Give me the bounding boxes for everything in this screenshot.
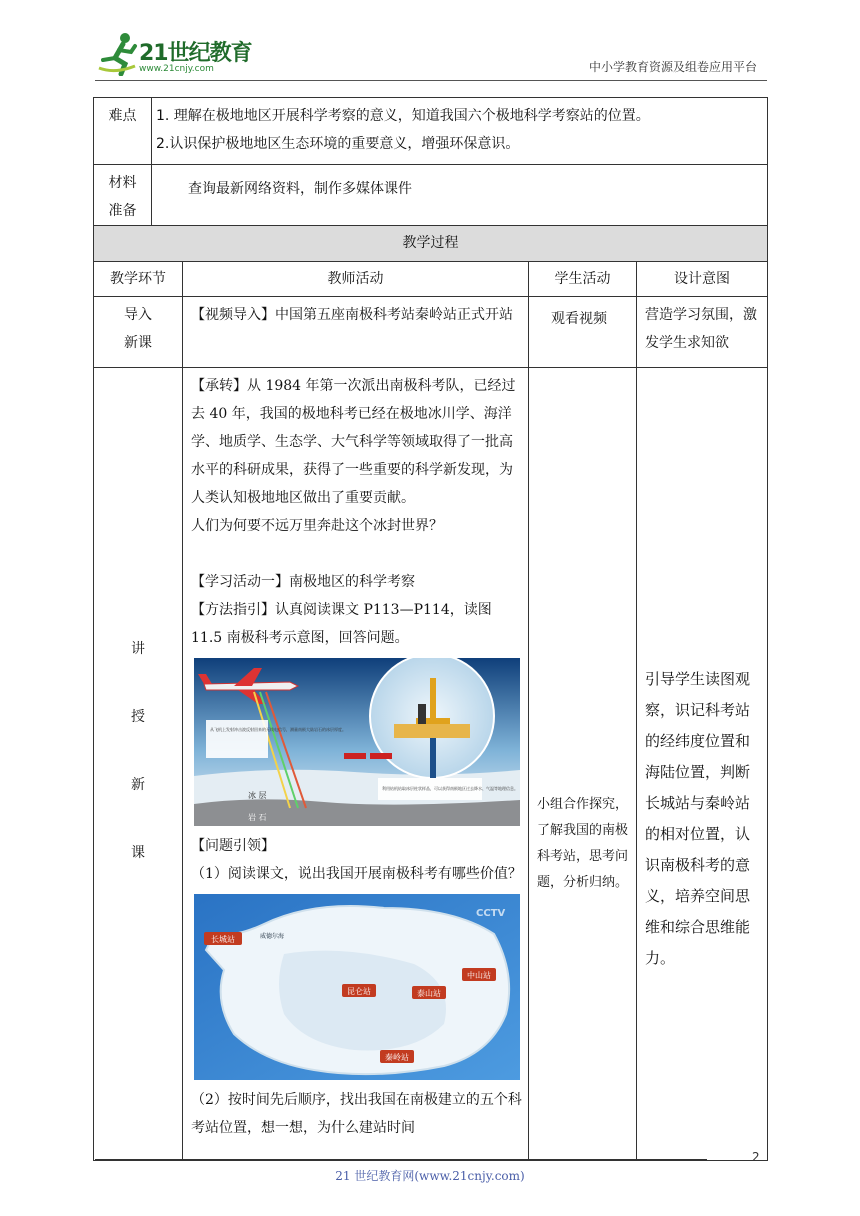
- intro-stage-line-2: 新课: [124, 335, 152, 351]
- intro-student-cell: [529, 297, 637, 368]
- lecture-teacher-cell: [183, 368, 529, 1161]
- materials-label-line-1: 材料: [108, 175, 137, 191]
- antarctic-survey-diagram: [194, 658, 520, 826]
- intro-intent-text: 营造学习氛围，激发学生求知欲: [645, 307, 757, 351]
- col-header-student: 学生活动: [529, 262, 637, 297]
- antarctica-station-map: [194, 894, 520, 1080]
- footer-site-link[interactable]: 21 世纪教育网(www.21cnjy.com): [335, 1169, 525, 1183]
- lecture-intent-text: 引导学生读图观察，识记科考站的经纬度位置和海陆位置，判断长城站与秦岭站的相对位置，认识南极科考的意义，培养空间思维和综合思维能力。: [645, 670, 751, 967]
- lecture-stage-char-1: 讲: [131, 641, 145, 657]
- ice-layer-label: 冰 层: [248, 791, 267, 800]
- column-header-row: [94, 262, 768, 297]
- materials-text: 查询最新网络资料，制作多媒体课件: [188, 181, 412, 197]
- intro-row: [94, 297, 768, 368]
- lecture-question-2: （2）按时间先后顺序，找出我国在南极建立的五个科考站位置，想一想，为什么建站时间: [191, 1092, 522, 1136]
- lecture-stage-char-4: 课: [131, 845, 145, 861]
- materials-content: [152, 165, 768, 226]
- difficulty-row: [94, 98, 768, 165]
- lecture-activity-title: 【学习活动一】南极地区的科学考察: [191, 574, 415, 590]
- difficulty-line-1: 1. 理解在极地地区开展科学考察的意义，知道我国六个极地科学考察站的位置。: [156, 108, 650, 124]
- station-kunlun: 昆仑站: [347, 987, 371, 996]
- col-header-intent: 设计意图: [637, 262, 768, 297]
- lecture-stage: [94, 368, 183, 1161]
- materials-row: [94, 165, 768, 226]
- lecture-question-1: （1）阅读课文，说出我国开展南极科考有哪些价值？: [191, 866, 522, 882]
- lecture-question-guide: 【问题引领】: [191, 838, 275, 854]
- difficulty-label: 难点: [94, 98, 152, 165]
- col-header-teacher: 教师活动: [183, 262, 529, 297]
- col-header-stage: 教学环节: [94, 262, 183, 297]
- station-changcheng: 长城站: [211, 935, 235, 944]
- header-platform-text: 中小学教育资源及组卷应用平台: [588, 60, 757, 74]
- intro-teacher-cell: [183, 297, 529, 368]
- station-qinling: 秦岭站: [385, 1053, 409, 1062]
- footer-divider: [95, 1159, 707, 1160]
- intro-stage-line-1: 导入: [124, 307, 152, 323]
- runner-icon: [95, 30, 139, 76]
- logo: [95, 30, 265, 80]
- difficulty-line-2: 2.认识保护极地地区生态环境的重要意义，增强环保意识。: [156, 136, 520, 152]
- lecture-intent-cell: [637, 368, 768, 1161]
- intro-student-text: 观看视频: [551, 311, 607, 327]
- note-left: 从飞机上发射冲击波反射回来的无线电信号，测量南极大陆岩石的冰层厚度。: [210, 727, 346, 732]
- lecture-stage-char-2: 授: [131, 709, 145, 725]
- intro-intent-cell: [637, 297, 768, 368]
- materials-label: [94, 165, 152, 226]
- lesson-table: [93, 97, 768, 1161]
- logo-name: 21世纪教育: [139, 41, 252, 66]
- difficulty-content: [152, 98, 768, 165]
- map-watermark: CCTV: [476, 908, 506, 919]
- lecture-question: 人们为何要不远万里奔赴这个冰封世界？: [191, 518, 443, 534]
- materials-label-line-2: 准备: [108, 203, 137, 219]
- station-taishan: 泰山站: [417, 989, 441, 998]
- lecture-paragraph-transition: 【承转】从 1984 年第一次派出南极科考队，已经过去 40 年，我国的极地科考已经在极地冰川学、海洋学、地质学、生态学、大气科学等领域取得了一批高水平的科研成果，获得了一些重要的科学新发现，为人类认知极地地区做出了重要贡献。: [191, 378, 516, 506]
- lecture-student-text: 小组合作探究，了解我国的南极科考站，思考问题，分析归纳。: [537, 797, 629, 890]
- header-divider: [95, 80, 767, 81]
- logo-url: www.21cnjy.com: [139, 64, 214, 74]
- sea-label: 威德尔海: [260, 933, 285, 940]
- page-header: [95, 30, 767, 80]
- lecture-method-guide: 【方法指引】认真阅读课文 P113—P114，读图 11.5 南极科考示意图，回答问题。: [191, 602, 492, 646]
- lecture-student-cell: [529, 368, 637, 1161]
- station-zhongshan: 中山站: [467, 971, 491, 980]
- lecture-stage-char-3: 新: [131, 777, 145, 793]
- intro-stage: [94, 297, 183, 368]
- note-right: 利用钻机钻取冰层柱状样品，可以获得南极地区过去降水、气温等地理信息。: [382, 786, 518, 791]
- intro-teacher-text: 【视频导入】中国第五座南极科考站秦岭站正式开站: [191, 307, 513, 323]
- process-section-row: [94, 226, 768, 262]
- page-number: 2: [752, 1150, 760, 1164]
- rock-layer-label: 岩 石: [248, 813, 267, 822]
- process-section-title: 教学过程: [94, 226, 768, 262]
- lecture-row: [94, 368, 768, 1161]
